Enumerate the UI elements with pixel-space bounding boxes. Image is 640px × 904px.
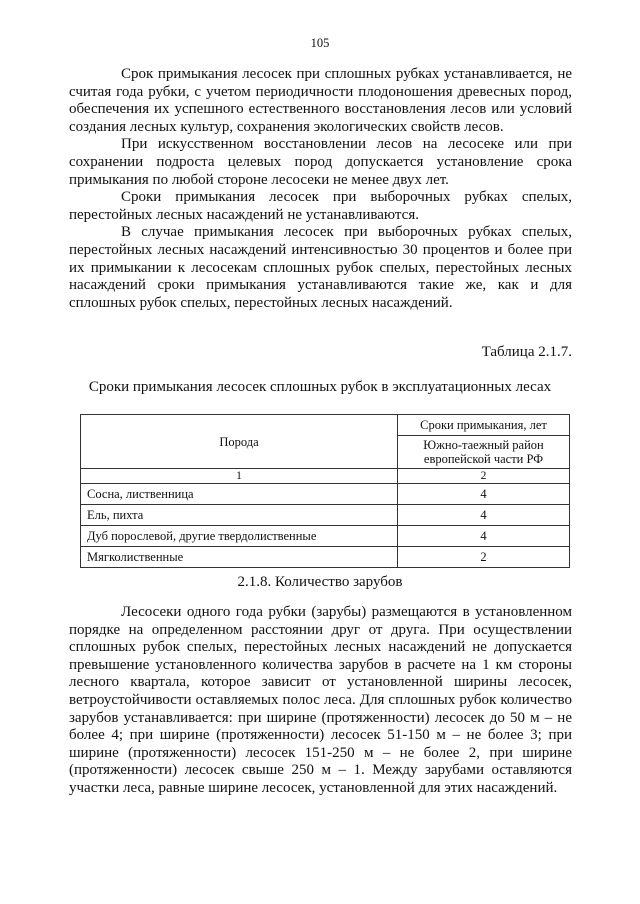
paragraph: Сроки примыкания лесосек при выборочных рубках спелых, перестойных лесных насаждений не устанавливаются. <box>69 189 572 223</box>
section-heading: 2.1.8. Количество зарубов <box>237 574 403 590</box>
species-cell: Дуб порослевой, другие твердолиственные <box>81 526 398 547</box>
term-cell: 4 <box>398 526 570 547</box>
page-number: 105 <box>310 36 330 50</box>
term-cell: 4 <box>398 484 570 505</box>
table-header-row <box>81 415 570 436</box>
table-title: Сроки примыкания лесосек сплошных рубок в эксплуатационных лесах <box>88 379 552 395</box>
term-cell: 4 <box>398 505 570 526</box>
species-cell: Ель, пихта <box>81 505 398 526</box>
column-number: 2 <box>398 469 570 484</box>
paragraph: Срок примыкания лесосек при сплошных рубках устанавливается, не считая года рубки, с учетом периодичности плодоношения древесных пород, обеспечения их успешного естественного восстановления лесов или условий создания лесных культур, сохранения экологических свойств лесов. <box>69 66 572 135</box>
column-number: 1 <box>81 469 398 484</box>
term-cell: 2 <box>398 547 570 568</box>
header-species: Порода <box>81 415 398 469</box>
intro-text <box>69 66 572 312</box>
paragraph: Лесосеки одного года рубки (зарубы) размещаются в установленном порядке на определенном расстоянии друг от друга. При осуществлении сплошных рубок спелых, перестойных лесных насаждений не допускается превышение установленного количества зарубов в расчете на 1 км стороны лесного квартала, которое зависит от установленной ширины лесосек, ветроустойчивости оставляемых полос леса. Для сплошных рубок количество зарубов устанавливается: при ширине (протяженности) лесосек до 50 м – не более 4; при ширине (протяженности) лесосек 51-150 м – не более 3; при ширине (протяженности) лесосек 151-250 м – не более 2, при ширине (протяженности) лесосек свыше 250 м – 1. Между зарубами оставляются участки леса, равные ширине лесосек, установленной для этих насаждений. <box>69 604 572 796</box>
species-cell: Мягколиственные <box>81 547 398 568</box>
species-cell: Сосна, лиственница <box>81 484 398 505</box>
table-row <box>81 505 570 526</box>
paragraph: При искусственном восстановлении лесов на лесосеке или при сохранении подроста целевых пород допускается установление срока примыкания по любой стороне лесосеки не менее двух лет. <box>69 136 572 188</box>
harvest-adjacency-table <box>80 414 570 568</box>
section-text <box>69 604 572 798</box>
column-number-row <box>81 469 570 484</box>
paragraph: В случае примыкания лесосек при выборочных рубках спелых, перестойных лесных насаждений интенсивностью 30 процентов и более при их примыкании к лесосекам сплошных рубок спелых, перестойных лесных насаждений сроки примыкания устанавливаются такие же, как и для сплошных рубок спелых, перестойных лесных насаждений. <box>69 224 572 311</box>
table-row <box>81 547 570 568</box>
header-terms: Сроки примыкания, лет <box>398 415 570 436</box>
header-region: Южно-таежный район европейской части РФ <box>398 436 570 469</box>
table-row <box>81 484 570 505</box>
table-label: Таблица 2.1.7. <box>481 344 572 360</box>
table-row <box>81 526 570 547</box>
